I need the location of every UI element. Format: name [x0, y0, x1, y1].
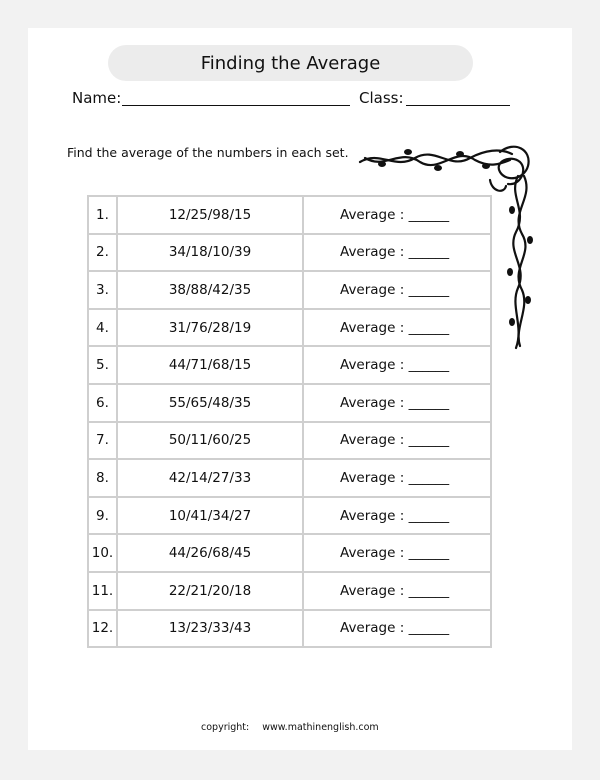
average-answer-blank[interactable]: Average : ______ — [303, 234, 491, 272]
average-answer-blank[interactable]: Average : ______ — [303, 459, 491, 497]
problem-number: 2. — [88, 234, 117, 272]
problem-row — [88, 572, 491, 610]
number-set: 55/65/48/35 — [117, 384, 303, 422]
average-answer-blank[interactable]: Average : ______ — [303, 497, 491, 535]
problem-row — [88, 234, 491, 272]
problem-number: 1. — [88, 196, 117, 234]
number-set: 10/41/34/27 — [117, 497, 303, 535]
average-answer-blank[interactable]: Average : ______ — [303, 196, 491, 234]
number-set: 22/21/20/18 — [117, 572, 303, 610]
average-answer-blank[interactable]: Average : ______ — [303, 271, 491, 309]
problem-number: 12. — [88, 610, 117, 648]
footer-url-link[interactable]: www.mathinenglish.com — [262, 722, 379, 733]
problem-row — [88, 271, 491, 309]
problem-number: 10. — [88, 534, 117, 572]
problem-number: 3. — [88, 271, 117, 309]
average-answer-blank[interactable]: Average : ______ — [303, 346, 491, 384]
number-set: 38/88/42/35 — [117, 271, 303, 309]
problem-row — [88, 422, 491, 460]
problem-row — [88, 384, 491, 422]
problem-row — [88, 196, 491, 234]
number-set: 44/71/68/15 — [117, 346, 303, 384]
average-answer-blank[interactable]: Average : ______ — [303, 309, 491, 347]
problem-number: 6. — [88, 384, 117, 422]
class-label: Class: — [359, 89, 404, 107]
problem-row — [88, 534, 491, 572]
worksheet-title — [108, 45, 473, 81]
problem-number: 7. — [88, 422, 117, 460]
problem-number: 8. — [88, 459, 117, 497]
instruction-text: Find the average of the numbers in each set. — [67, 145, 349, 160]
problem-number: 11. — [88, 572, 117, 610]
problem-row — [88, 610, 491, 648]
copyright-label: copyright: — [201, 722, 250, 733]
title-text: Finding the Average — [200, 52, 381, 74]
average-answer-blank[interactable]: Average : ______ — [303, 534, 491, 572]
name-label: Name: — [72, 89, 122, 107]
problems-table — [87, 195, 492, 648]
problem-row — [88, 346, 491, 384]
class-blank[interactable] — [406, 105, 510, 106]
problem-row — [88, 497, 491, 535]
average-answer-blank[interactable]: Average : ______ — [303, 422, 491, 460]
problem-number: 5. — [88, 346, 117, 384]
number-set: 44/26/68/45 — [117, 534, 303, 572]
average-answer-blank[interactable]: Average : ______ — [303, 572, 491, 610]
name-blank[interactable] — [122, 105, 350, 106]
footer — [201, 722, 379, 733]
average-answer-blank[interactable]: Average : ______ — [303, 610, 491, 648]
problem-number: 4. — [88, 309, 117, 347]
number-set: 34/18/10/39 — [117, 234, 303, 272]
problem-number: 9. — [88, 497, 117, 535]
number-set: 42/14/27/33 — [117, 459, 303, 497]
number-set: 13/23/33/43 — [117, 610, 303, 648]
number-set: 50/11/60/25 — [117, 422, 303, 460]
average-answer-blank[interactable]: Average : ______ — [303, 384, 491, 422]
problem-row — [88, 459, 491, 497]
problem-row — [88, 309, 491, 347]
number-set: 12/25/98/15 — [117, 196, 303, 234]
number-set: 31/76/28/19 — [117, 309, 303, 347]
